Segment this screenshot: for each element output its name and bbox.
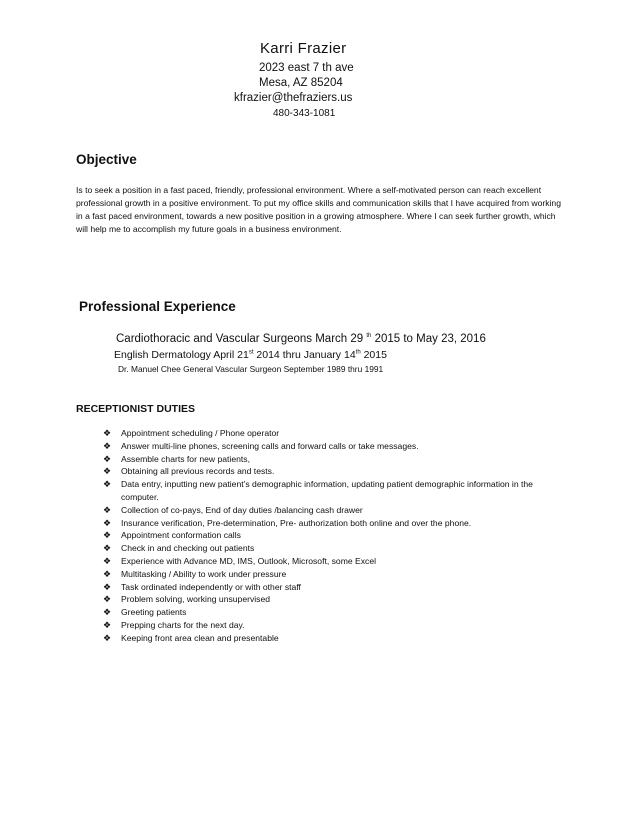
job-entry-2 — [114, 349, 387, 361]
objective-text: Is to seek a position in a fast paced, friendly, professional environment. Where a self-motivated person can reach excellent professional growth in a positive environment. To put my office skills and communication skills that I have acquired from working in a fast paced environment, towards a new positive position in a growing atmosphere. Where I can seek further growth, which will help me to accomplish my future goals in a business environment. — [76, 185, 561, 234]
job-2-sup-b: th — [355, 349, 361, 356]
diamond-bullet-icon: ❖ — [103, 428, 112, 438]
job-entry-3: Dr. Manuel Chee General Vascular Surgeon September 1989 thru 1991 — [118, 364, 384, 374]
list-item — [103, 453, 553, 466]
list-item — [103, 555, 553, 568]
diamond-bullet-icon: ❖ — [103, 555, 112, 566]
diamond-bullet-icon: ❖ — [103, 440, 112, 451]
job-1-text-a: Cardiothoracic and Vascular Surgeons March 29 — [116, 333, 367, 345]
diamond-bullet-icon: ❖ — [103, 607, 112, 618]
list-item — [103, 542, 553, 555]
diamond-bullet-icon: ❖ — [103, 543, 112, 554]
list-item — [103, 517, 553, 530]
duty-text: Experience with Advance MD, IMS, Outlook, Microsoft, some Excel — [121, 555, 377, 566]
job-2-text-b: 2014 thru January 14 — [253, 349, 356, 361]
diamond-bullet-icon: ❖ — [103, 479, 112, 490]
duty-text: Obtaining all previous records and tests. — [121, 466, 275, 477]
diamond-bullet-icon: ❖ — [103, 453, 112, 464]
address-line-2: Mesa, AZ 85204 — [259, 77, 343, 89]
duties-list — [103, 427, 553, 645]
job-2-text-a: English Dermatology April 21 — [114, 349, 249, 361]
duty-text: Collection of co-pays, End of day duties /balancing cash drawer — [121, 504, 363, 515]
list-item — [103, 568, 553, 581]
duty-text: Data entry, inputting new patient’s demographic information, updating patient demographic information in the computer. — [121, 479, 533, 502]
job-1-text-b: 2015 to May 23, 2016 — [371, 333, 486, 345]
duty-text: Prepping charts for the next day. — [121, 619, 245, 630]
address-line-1: 2023 east 7 th ave — [259, 62, 354, 74]
duty-text: Problem solving, working unsupervised — [121, 594, 271, 605]
diamond-bullet-icon: ❖ — [103, 504, 112, 515]
list-item — [103, 529, 553, 542]
diamond-bullet-icon: ❖ — [103, 517, 112, 528]
experience-heading: Professional Experience — [79, 299, 236, 314]
job-1-sup: th — [366, 333, 372, 340]
duty-text: Insurance verification, Pre-determination, Pre- authorization both online and over the phone. — [121, 517, 472, 528]
job-entry-1 — [116, 333, 486, 345]
duty-text: Appointment scheduling / Phone operator — [121, 428, 280, 438]
objective-heading: Objective — [76, 152, 137, 167]
duty-text: Task ordinated independently or with other staff — [121, 581, 301, 592]
list-item — [103, 606, 553, 619]
duty-text: Check in and checking out patients — [121, 543, 255, 554]
diamond-bullet-icon: ❖ — [103, 466, 112, 477]
job-2-text-c: 2015 — [360, 349, 387, 361]
diamond-bullet-icon: ❖ — [103, 632, 112, 643]
duty-text: Answer multi-line phones, screening calls and forward calls or take messages. — [121, 440, 419, 451]
duty-text: Assemble charts for new patients, — [121, 453, 250, 464]
list-item — [103, 440, 553, 453]
duties-heading: RECEPTIONIST DUTIES — [76, 403, 196, 415]
list-item — [103, 427, 553, 440]
diamond-bullet-icon: ❖ — [103, 568, 112, 579]
diamond-bullet-icon: ❖ — [103, 594, 112, 605]
list-item — [103, 593, 553, 606]
list-item — [103, 581, 553, 594]
duty-text: Appointment conformation calls — [121, 530, 241, 541]
list-item — [103, 478, 553, 504]
duty-text: Keeping front area clean and presentable — [121, 632, 279, 643]
list-item — [103, 632, 553, 645]
duty-text: Multitasking / Ability to work under pressure — [121, 568, 287, 579]
list-item — [103, 619, 553, 632]
email-address: kfrazier@thefraziers.us — [234, 92, 353, 104]
list-item — [103, 465, 553, 478]
duty-text: Greeting patients — [121, 607, 187, 618]
job-2-sup-a: st — [248, 349, 254, 356]
diamond-bullet-icon: ❖ — [103, 530, 112, 541]
phone-number: 480-343-1081 — [273, 108, 336, 119]
list-item — [103, 504, 553, 517]
candidate-name: Karri Frazier — [260, 40, 347, 57]
diamond-bullet-icon: ❖ — [103, 619, 112, 630]
diamond-bullet-icon: ❖ — [103, 581, 112, 592]
